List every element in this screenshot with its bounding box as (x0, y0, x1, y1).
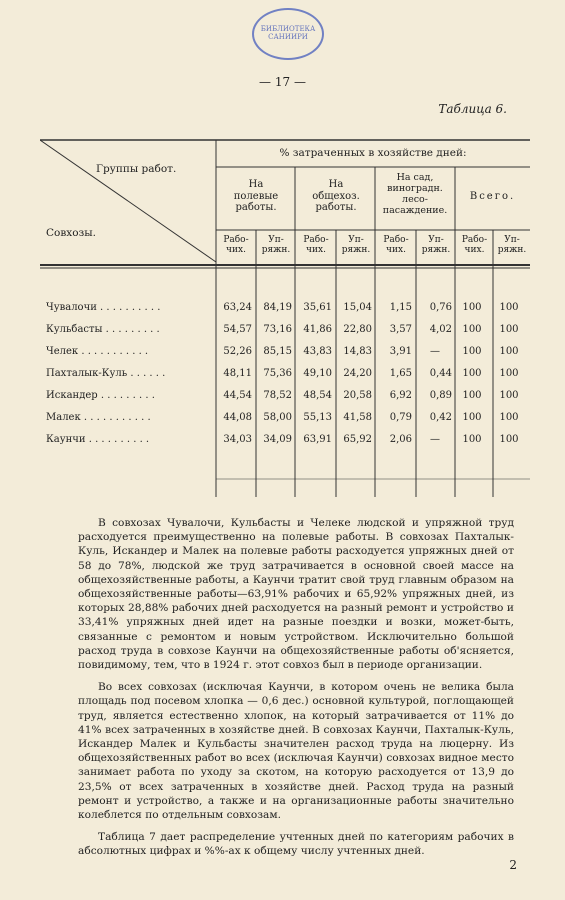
table-cell: 43,83 (303, 346, 332, 357)
paragraph: Во всех совхозах (исключая Каунчи, в котором очень не велика была площадь под посевом хлопка — 0,6 дес.) основной культурой, поглощающей труд, является естественно хлопок, на который затрачивается от 11% до 41% всех затраченных в хозяйстве дней. В совхозах Каунчи, Пахталык-Куль, Искандер Малек и Кульбасты значителен расход труда на люцерну. Из общехозяйственных работ во всех (исключая Каунчи) совхозах видное место занимает работа по уходу за скотом, на которую расходуется от 13,9 до 23,5% от всех затраченных в хозяйстве дней. Расход труда на разный ремонт и устройство, а также и на организационные работы значительно колеблется по отдельным совхозам. (78, 681, 514, 822)
table-cell: 41,58 (343, 412, 372, 423)
table-cell: 35,61 (303, 302, 332, 313)
table-cell: 84,19 (263, 302, 292, 313)
row-name: Чувалочи . . . . . . . . . . (46, 302, 161, 313)
table-cell: 100 (462, 346, 482, 357)
table-cell: 2,06 (389, 434, 412, 445)
table-cell: 41,86 (303, 324, 332, 335)
row-name: Каунчи . . . . . . . . . . (46, 434, 150, 445)
data-table (40, 127, 530, 497)
corner-top-label: Группы работ. (96, 163, 177, 175)
table-cell: 100 (462, 368, 482, 379)
table-cell: 63,24 (223, 302, 252, 313)
sub-header-teams: Уп-ряжн. (261, 235, 291, 256)
table-row (40, 434, 530, 454)
row-name: Искандер . . . . . . . . . (46, 390, 155, 401)
table-cell: 100 (499, 434, 519, 445)
sub-header-teams: Уп-ряжн. (341, 235, 371, 256)
table-cell: 100 (499, 412, 519, 423)
table-cell: 20,58 (343, 390, 372, 401)
sub-header-workers: Рабо-чих. (303, 235, 329, 256)
table-cell: 54,57 (223, 324, 252, 335)
table-cell: 3,91 (389, 346, 412, 357)
table-cell: 0,44 (429, 368, 452, 379)
library-stamp: БИБЛИОТЕКА САНИИРИ (252, 8, 324, 60)
table-cell: 73,16 (263, 324, 292, 335)
table-cell: 55,13 (303, 412, 332, 423)
group-header-garden: На сад, виноградн. лесо-пасаждение. (382, 172, 448, 216)
sub-header-workers: Рабо-чих. (223, 235, 249, 256)
footer-number: 2 (509, 858, 517, 872)
table-cell: 100 (462, 412, 482, 423)
table-cell: 58,00 (263, 412, 292, 423)
table-cell: 100 (462, 390, 482, 401)
row-name: Малек . . . . . . . . . . . (46, 412, 151, 423)
paragraph: Таблица 7 дает распределение учтенных дней по категориям рабочих в абсолютных цифрах и %%-ах к общему числу учтенных дней. (78, 831, 514, 858)
sub-header-workers: Рабо-чих. (461, 235, 488, 256)
table-row (40, 368, 530, 388)
table-cell: 6,92 (389, 390, 412, 401)
table-cell: 44,08 (223, 412, 252, 423)
table-cell: — (430, 434, 440, 445)
table-cell: 48,54 (303, 390, 332, 401)
table-cell: 34,09 (263, 434, 292, 445)
table-cell: 34,03 (223, 434, 252, 445)
table-cell: 15,04 (343, 302, 372, 313)
table-cell: 0,42 (429, 412, 452, 423)
sub-header-teams: Уп-ряжн. (497, 235, 527, 256)
table-cell: 1,15 (389, 302, 412, 313)
table-row (40, 346, 530, 366)
table-cell: 78,52 (263, 390, 292, 401)
page-number: — 17 — (259, 75, 306, 89)
top-header: % затраченных в хозяйстве дней: (279, 147, 467, 159)
table-row (40, 324, 530, 344)
row-name: Пахталык-Куль . . . . . . (46, 368, 166, 379)
table-cell: 0,76 (429, 302, 452, 313)
table-cell: 52,26 (223, 346, 252, 357)
table-cell: 100 (462, 324, 482, 335)
table-cell: 24,20 (343, 368, 372, 379)
table-cell: 65,92 (343, 434, 372, 445)
table-cell: 100 (462, 434, 482, 445)
body-text (78, 516, 514, 867)
corner-bottom-label: Совхозы. (46, 227, 96, 239)
table-cell: 0,89 (429, 390, 452, 401)
table-cell: 4,02 (429, 324, 452, 335)
table-cell: 1,65 (389, 368, 412, 379)
table-cell: 22,80 (343, 324, 372, 335)
table-cell: 75,36 (263, 368, 292, 379)
table-cell: 3,57 (389, 324, 412, 335)
table-cell: 100 (499, 346, 519, 357)
table-cell: 100 (499, 302, 519, 313)
table-cell: 44,54 (223, 390, 252, 401)
row-name: Челек . . . . . . . . . . . (46, 346, 149, 357)
table-cell: 48,11 (223, 368, 252, 379)
group-header-total: Всего. (469, 191, 516, 202)
table-cell: 63,91 (303, 434, 332, 445)
table-cell: 100 (499, 390, 519, 401)
table-label: Таблица 6. (438, 102, 507, 116)
table-cell: 100 (499, 324, 519, 335)
row-name: Кульбасты . . . . . . . . . (46, 324, 160, 335)
sub-header-teams: Уп-ряжн. (421, 235, 451, 256)
table-row (40, 412, 530, 432)
sub-header-workers: Рабо-чих. (383, 235, 409, 256)
table-cell: 14,83 (343, 346, 372, 357)
table-cell: 0,79 (389, 412, 412, 423)
table-cell: 100 (462, 302, 482, 313)
table-cell: 49,10 (303, 368, 332, 379)
table-cell: 100 (499, 368, 519, 379)
table-cell: — (430, 346, 440, 357)
table-row (40, 390, 530, 410)
paragraph: В совхозах Чувалочи, Кульбасты и Челеке людской и упряжной труд расходуется преимущественно на полевые работы. В совхозах Пахталык-Куль, Искандер и Малек на полевые работы расходуется упряжных дней от 58 до 78%, людской же труд затрачивается в основной своей массе на общехозяйственные работы, а Каунчи тратит свой труд главным образом на общехозяйственные работы—63,91% рабочих и 65,92% упряжных дней, из которых 28,88% рабочих дней расходуется на разный ремонт и устройство и 33,41% упряжных дней идет на разные поездки и возки, может-быть, связанные с ремонтом и новым устройством. Исключительно большой расход труда в совхозе Каунчи на общехозяйственные работы об'ясняется, повидимому, тем, что в 1924 г. этот совхоз был в периоде организации. (78, 517, 514, 672)
table-row (40, 302, 530, 322)
group-header-general: На общехоз. работы. (312, 179, 360, 213)
table-cell: 85,15 (263, 346, 292, 357)
group-header-field: На полевые работы. (233, 179, 279, 213)
